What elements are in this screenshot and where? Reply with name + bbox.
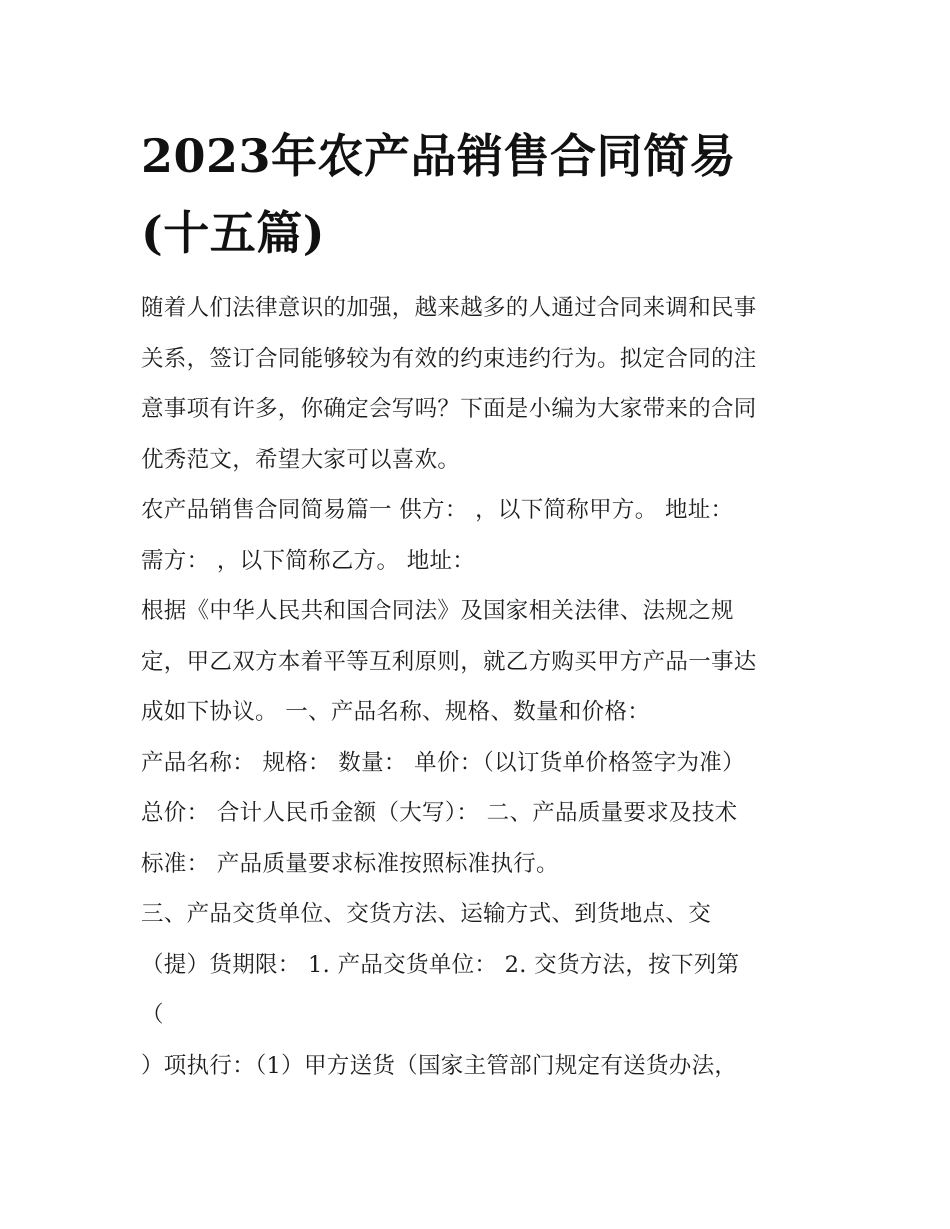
paragraph-delivery (141, 889, 813, 1041)
text-line: 随着人们法律意识的加强，越来越多的人通过合同来调和民事 (141, 295, 757, 321)
text-line: 意事项有许多，你确定会写吗？下面是小编为大家带来的合同 (141, 396, 757, 422)
text-line: 需方： ，以下简称乙方。 地址： (141, 547, 476, 574)
text-line: 定，甲乙双方本着平等互利原则，就乙方购买甲方产品一事达 (141, 648, 757, 675)
text-line: 总价： 合计人民币金额（大写）： 二、产品质量要求及技术 (141, 800, 738, 826)
paragraph-basis (141, 586, 813, 738)
text-line: 成如下协议。 一、产品名称、规格、数量和价格： (141, 699, 651, 725)
text-line: 三、产品交货单位、交货方法、运输方式、到货地点、交 (141, 901, 712, 927)
text-line: ）项执行：（1）甲方送货（国家主管部门规定有送货办法， (141, 1052, 738, 1079)
text-line: 标准： 产品质量要求标准按照标准执行。 (141, 850, 559, 877)
title-line-1: 2023年农产品销售合同简易 (141, 129, 737, 183)
text-line: 根据《中华人民共和国合同法》及国家相关法律、法规之规 (141, 598, 734, 624)
document-body (141, 283, 813, 1091)
text-line: 农产品销售合同简易篇一 供方： ，以下简称甲方。 地址： (141, 497, 734, 523)
paragraph-delivery-method (141, 1041, 813, 1092)
paragraph-parties (141, 485, 813, 586)
document-title (141, 118, 813, 272)
document-page (141, 118, 813, 1091)
paragraph-intro (141, 283, 813, 485)
paragraph-product-details (141, 738, 813, 890)
text-line: （提）货期限： 1. 产品交货单位： 2. 交货方法，按下列第 (141, 951, 740, 978)
text-line: （ (141, 1002, 164, 1028)
text-line: 关系，签订合同能够较为有效的约束违约行为。拟定合同的注 (141, 345, 757, 372)
title-line-2: (十五篇) (141, 206, 326, 260)
text-line: 产品名称： 规格： 数量： 单价：（以订货单价格签字为准） (141, 749, 745, 776)
text-line: 优秀范文，希望大家可以喜欢。 (141, 446, 461, 473)
